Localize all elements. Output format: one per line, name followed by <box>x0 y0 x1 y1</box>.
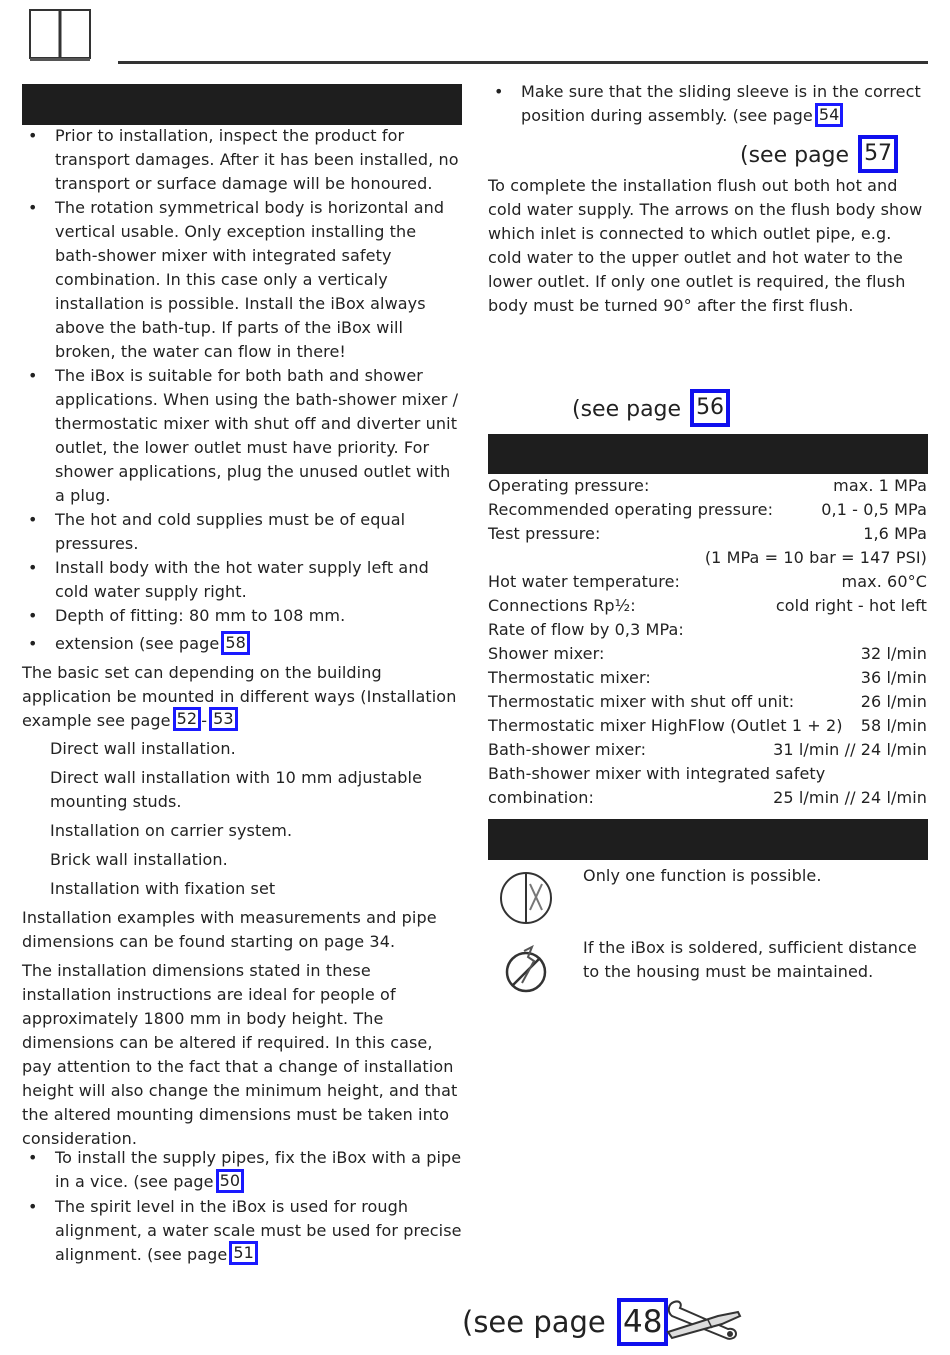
list-item: • The iBox is suitable for both bath and shower applications. When using the bath-shower mixer / thermostatic mixer with shut off and diverter unit outlet, the lower outlet must have priority. For shower applications, plug the unused outlet with a plug. <box>22 364 462 508</box>
page-ref-link[interactable]: 53 <box>209 707 238 731</box>
crossed-circle-icon <box>498 870 554 926</box>
wrench-screwdriver-icon <box>664 1294 744 1350</box>
page-ref-link[interactable]: 51 <box>229 1241 258 1265</box>
list-item: • Prior to installation, inspect the product for transport damages. After it has been installed, no transport or surface damage will be honoured. <box>22 124 462 196</box>
left-column <box>22 124 462 1151</box>
spec-row: Thermostatic mixer: 36 l/min <box>488 668 927 687</box>
list-item <box>22 1195 462 1268</box>
option-item: Installation on carrier system. <box>50 821 293 840</box>
supply-text: To install the supply pipes, fix the iBox with a pipe in a vice. (see page <box>55 1148 462 1191</box>
notice-soldering: If the iBox is soldered, sufficient distance to the housing must be maintained. <box>583 938 917 981</box>
see-page-label: (see page <box>572 397 682 422</box>
examples-paragraph: Installation examples with measurements and pipe dimensions can be found starting on page 34. <box>22 908 437 951</box>
spec-row: Thermostatic mixer HighFlow (Outlet 1 + 2) 58 l/min <box>488 716 927 735</box>
see-page-57 <box>740 136 898 176</box>
no-soldering-icon <box>504 943 550 995</box>
flow-rate-heading: Rate of flow by 0,3 MPa: <box>488 620 684 639</box>
option-item: Direct wall installation with 10 mm adjustable mounting studs. <box>50 768 423 811</box>
left-bottom-list <box>22 1146 462 1267</box>
header-rule <box>118 61 928 64</box>
see-page-56 <box>572 390 730 430</box>
list-item: • The rotation symmetrical body is horizontal and vertical usable. Only exception installing the bath-shower mixer with integrated safety combination. In this case only a verticaly installation is possible. Install the iBox always above the bath-tup. If parts of the iBox will broken, the water can flow in there! <box>22 196 462 364</box>
list-item <box>488 80 928 129</box>
basic-set-text: The basic set can depending on the building application be mounted in different ways (Installation example see page <box>22 662 457 730</box>
flush-paragraph: To complete the installation flush out both hot and cold water supply. The arrows on the flush body show which inlet is connected to which outlet pipe, e.g. cold water to the upper outlet and hot water to the lower outlet. If only one outlet is required, the flush body must be turned 90° after the first flush. <box>488 176 923 315</box>
list-item: • Depth of fitting: 80 mm to 108 mm. <box>22 604 462 628</box>
spec-row: Bath-shower mixer: 31 l/min // 24 l/min <box>488 740 927 759</box>
page-ref-link[interactable]: 50 <box>216 1169 245 1193</box>
page-ref-link[interactable]: 56 <box>690 389 730 427</box>
book-icon <box>28 8 94 62</box>
specifications-table <box>488 474 927 810</box>
list-item: • The hot and cold supplies must be of equal pressures. <box>22 508 462 556</box>
list-item <box>22 1146 462 1195</box>
ref-dash: - <box>201 710 208 730</box>
dimensions-paragraph: The installation dimensions stated in these installation instructions are ideal for people of approximately 1800 mm in body height. The dimensions can be altered if required. In this case, pay attention to the fact that a change of installation height will also change the minimum height, and that the altered mounting dimensions must be taken into consideration. <box>22 961 458 1148</box>
spec-row: Operating pressure: max. 1 MPa <box>488 476 927 495</box>
option-item: Direct wall installation. <box>50 739 236 758</box>
option-item: Installation with fixation set <box>50 879 276 898</box>
spirit-text: The spirit level in the iBox is used for rough alignment, a water scale must be used for precise alignment. (see page <box>55 1196 462 1264</box>
spec-row: Shower mixer: 32 l/min <box>488 644 927 663</box>
list-item: • Install body with the hot water supply left and cold water supply right. <box>22 556 462 604</box>
notice-one-function: Only one function is possible. <box>583 866 822 885</box>
installation-options <box>22 737 462 901</box>
sleeve-note <box>488 80 928 129</box>
page-ref-link[interactable]: 48 <box>617 1298 668 1346</box>
see-page-48 <box>462 1298 668 1348</box>
precautions-list <box>22 124 462 657</box>
spec-row-label: Bath-shower mixer with integrated safety <box>488 764 826 783</box>
page-ref-link[interactable]: 57 <box>858 135 898 173</box>
section-heading-bar-notices <box>488 819 928 860</box>
page-ref-link[interactable]: 58 <box>221 631 250 655</box>
page-ref-link[interactable]: 52 <box>173 707 202 731</box>
option-item: Brick wall installation. <box>50 850 228 869</box>
page-ref-link[interactable]: 54 <box>815 103 844 127</box>
extension-text: extension (see page <box>55 634 220 653</box>
spec-row: Thermostatic mixer with shut off unit: 26 l/min <box>488 692 927 711</box>
spec-row: combination: 25 l/min // 24 l/min <box>488 788 927 807</box>
basic-set-paragraph <box>22 661 462 734</box>
pressure-conversion: (1 MPa = 10 bar = 147 PSI) <box>704 548 927 567</box>
section-heading-bar-specs <box>488 434 928 474</box>
spec-row: Hot water temperature: max. 60°C <box>488 572 927 591</box>
see-page-label: (see page <box>462 1305 606 1339</box>
spec-row: Test pressure: 1,6 MPa <box>488 524 927 543</box>
section-heading-bar-left <box>22 84 462 125</box>
sleeve-text: Make sure that the sliding sleeve is in the correct position during assembly. (see page <box>521 82 921 125</box>
spec-row: Connections Rp½: cold right - hot left <box>488 596 927 615</box>
spec-row: Recommended operating pressure: 0,1 - 0,5 MPa <box>488 500 927 519</box>
list-item <box>22 632 462 657</box>
see-page-label: (see page <box>740 143 850 168</box>
